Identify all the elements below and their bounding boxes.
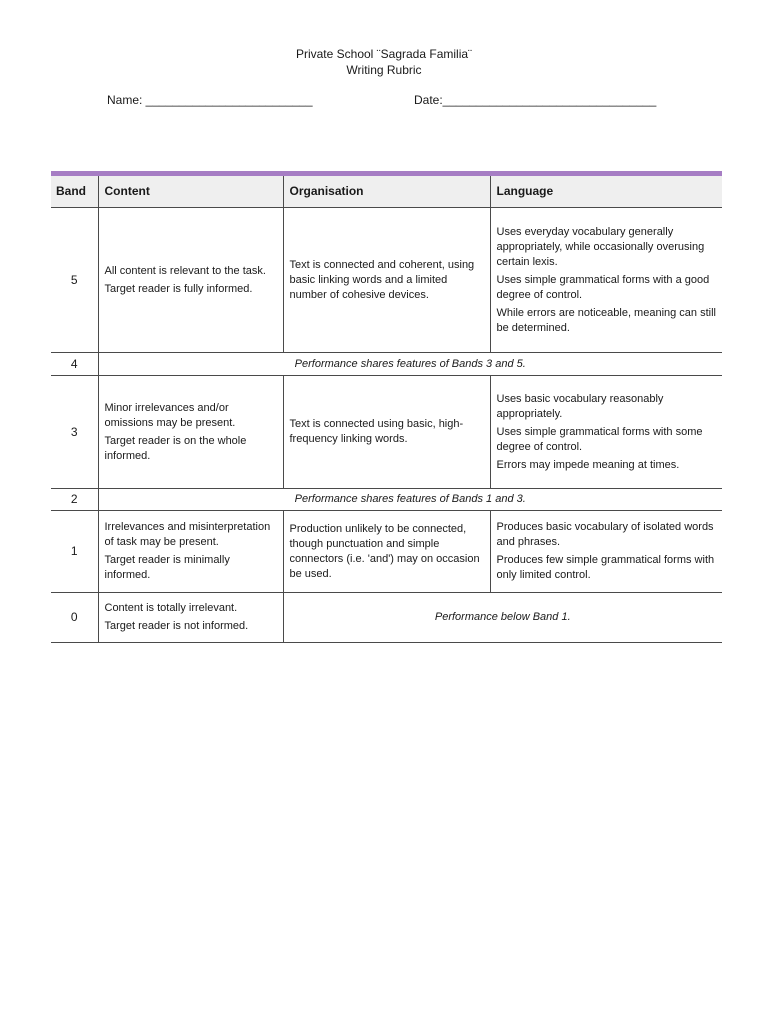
school-name: Private School ¨Sagrada Familia¨ bbox=[295, 47, 473, 61]
band-number: 0 bbox=[51, 593, 98, 643]
band-4-row bbox=[51, 353, 722, 376]
content-text: Target reader is minimally informed. bbox=[104, 554, 230, 581]
band-5-row bbox=[51, 208, 722, 353]
content-text: Irrelevances and misinterpretation of task may be present. bbox=[104, 521, 271, 548]
band-1-row bbox=[51, 511, 722, 593]
band-2-row bbox=[51, 489, 722, 511]
shared-features-note: Performance shares features of Bands 1 and 3. bbox=[98, 489, 722, 511]
organisation-text: Text is connected and coherent, using basic linking words and a limited number of cohesive devices. bbox=[289, 258, 475, 301]
band-number: 2 bbox=[51, 489, 98, 511]
content-text: All content is relevant to the task. bbox=[104, 264, 266, 277]
language-text: Errors may impede meaning at times. bbox=[496, 458, 680, 471]
content-text: Target reader is on the whole informed. bbox=[104, 434, 247, 462]
organisation-text: Production unlikely to be connected, though punctuation and simple connectors (i.e. 'and') may on occasion be used. bbox=[289, 522, 480, 580]
table-header-row bbox=[51, 174, 722, 208]
date-field-line: Date:________________________________ bbox=[414, 93, 657, 107]
language-text: While errors are noticeable, meaning can still be determined. bbox=[496, 306, 716, 334]
language-text: Produces basic vocabulary of isolated words and phrases. bbox=[496, 521, 714, 548]
header-content: Content bbox=[98, 174, 283, 208]
language-cell bbox=[490, 511, 722, 593]
band-number: 5 bbox=[51, 208, 98, 353]
content-text: Target reader is fully informed. bbox=[104, 282, 253, 295]
language-cell bbox=[490, 376, 722, 489]
content-cell bbox=[98, 208, 283, 353]
language-text: Uses simple grammatical forms with a good degree of control. bbox=[496, 273, 710, 301]
organisation-text: Text is connected using basic, high-frequency linking words. bbox=[289, 418, 464, 445]
language-cell bbox=[490, 208, 722, 353]
content-text: Content is totally irrelevant. bbox=[104, 602, 238, 614]
shared-features-note: Performance shares features of Bands 3 and 5. bbox=[98, 353, 722, 376]
organisation-cell bbox=[283, 208, 490, 353]
content-text: Minor irrelevances and/or omissions may be present. bbox=[104, 401, 236, 429]
content-cell bbox=[98, 511, 283, 593]
band-0-row bbox=[51, 593, 722, 643]
band-number: 4 bbox=[51, 353, 98, 376]
band-number: 3 bbox=[51, 376, 98, 489]
language-text: Uses basic vocabulary reasonably appropriately. bbox=[496, 392, 664, 420]
language-text: Uses everyday vocabulary generally appropriately, while occasionally overusing certain lexis. bbox=[496, 225, 705, 268]
header-band: Band bbox=[51, 174, 98, 208]
name-field-line: Name: _________________________ bbox=[107, 93, 313, 107]
writing-rubric-table bbox=[51, 171, 722, 643]
content-text: Target reader is not informed. bbox=[104, 620, 249, 632]
organisation-cell bbox=[283, 511, 490, 593]
language-text: Produces few simple grammatical forms with only limited control. bbox=[496, 554, 715, 581]
language-text: Uses simple grammatical forms with some degree of control. bbox=[496, 425, 703, 453]
band-number: 1 bbox=[51, 511, 98, 593]
content-cell bbox=[98, 376, 283, 489]
header-language: Language bbox=[490, 174, 722, 208]
content-cell bbox=[98, 593, 283, 643]
organisation-cell bbox=[283, 376, 490, 489]
header-organisation: Organisation bbox=[283, 174, 490, 208]
band-3-row bbox=[51, 376, 722, 489]
document-header bbox=[0, 46, 768, 78]
document-title: Writing Rubric bbox=[346, 63, 422, 77]
below-band-note: Performance below Band 1. bbox=[283, 593, 722, 643]
